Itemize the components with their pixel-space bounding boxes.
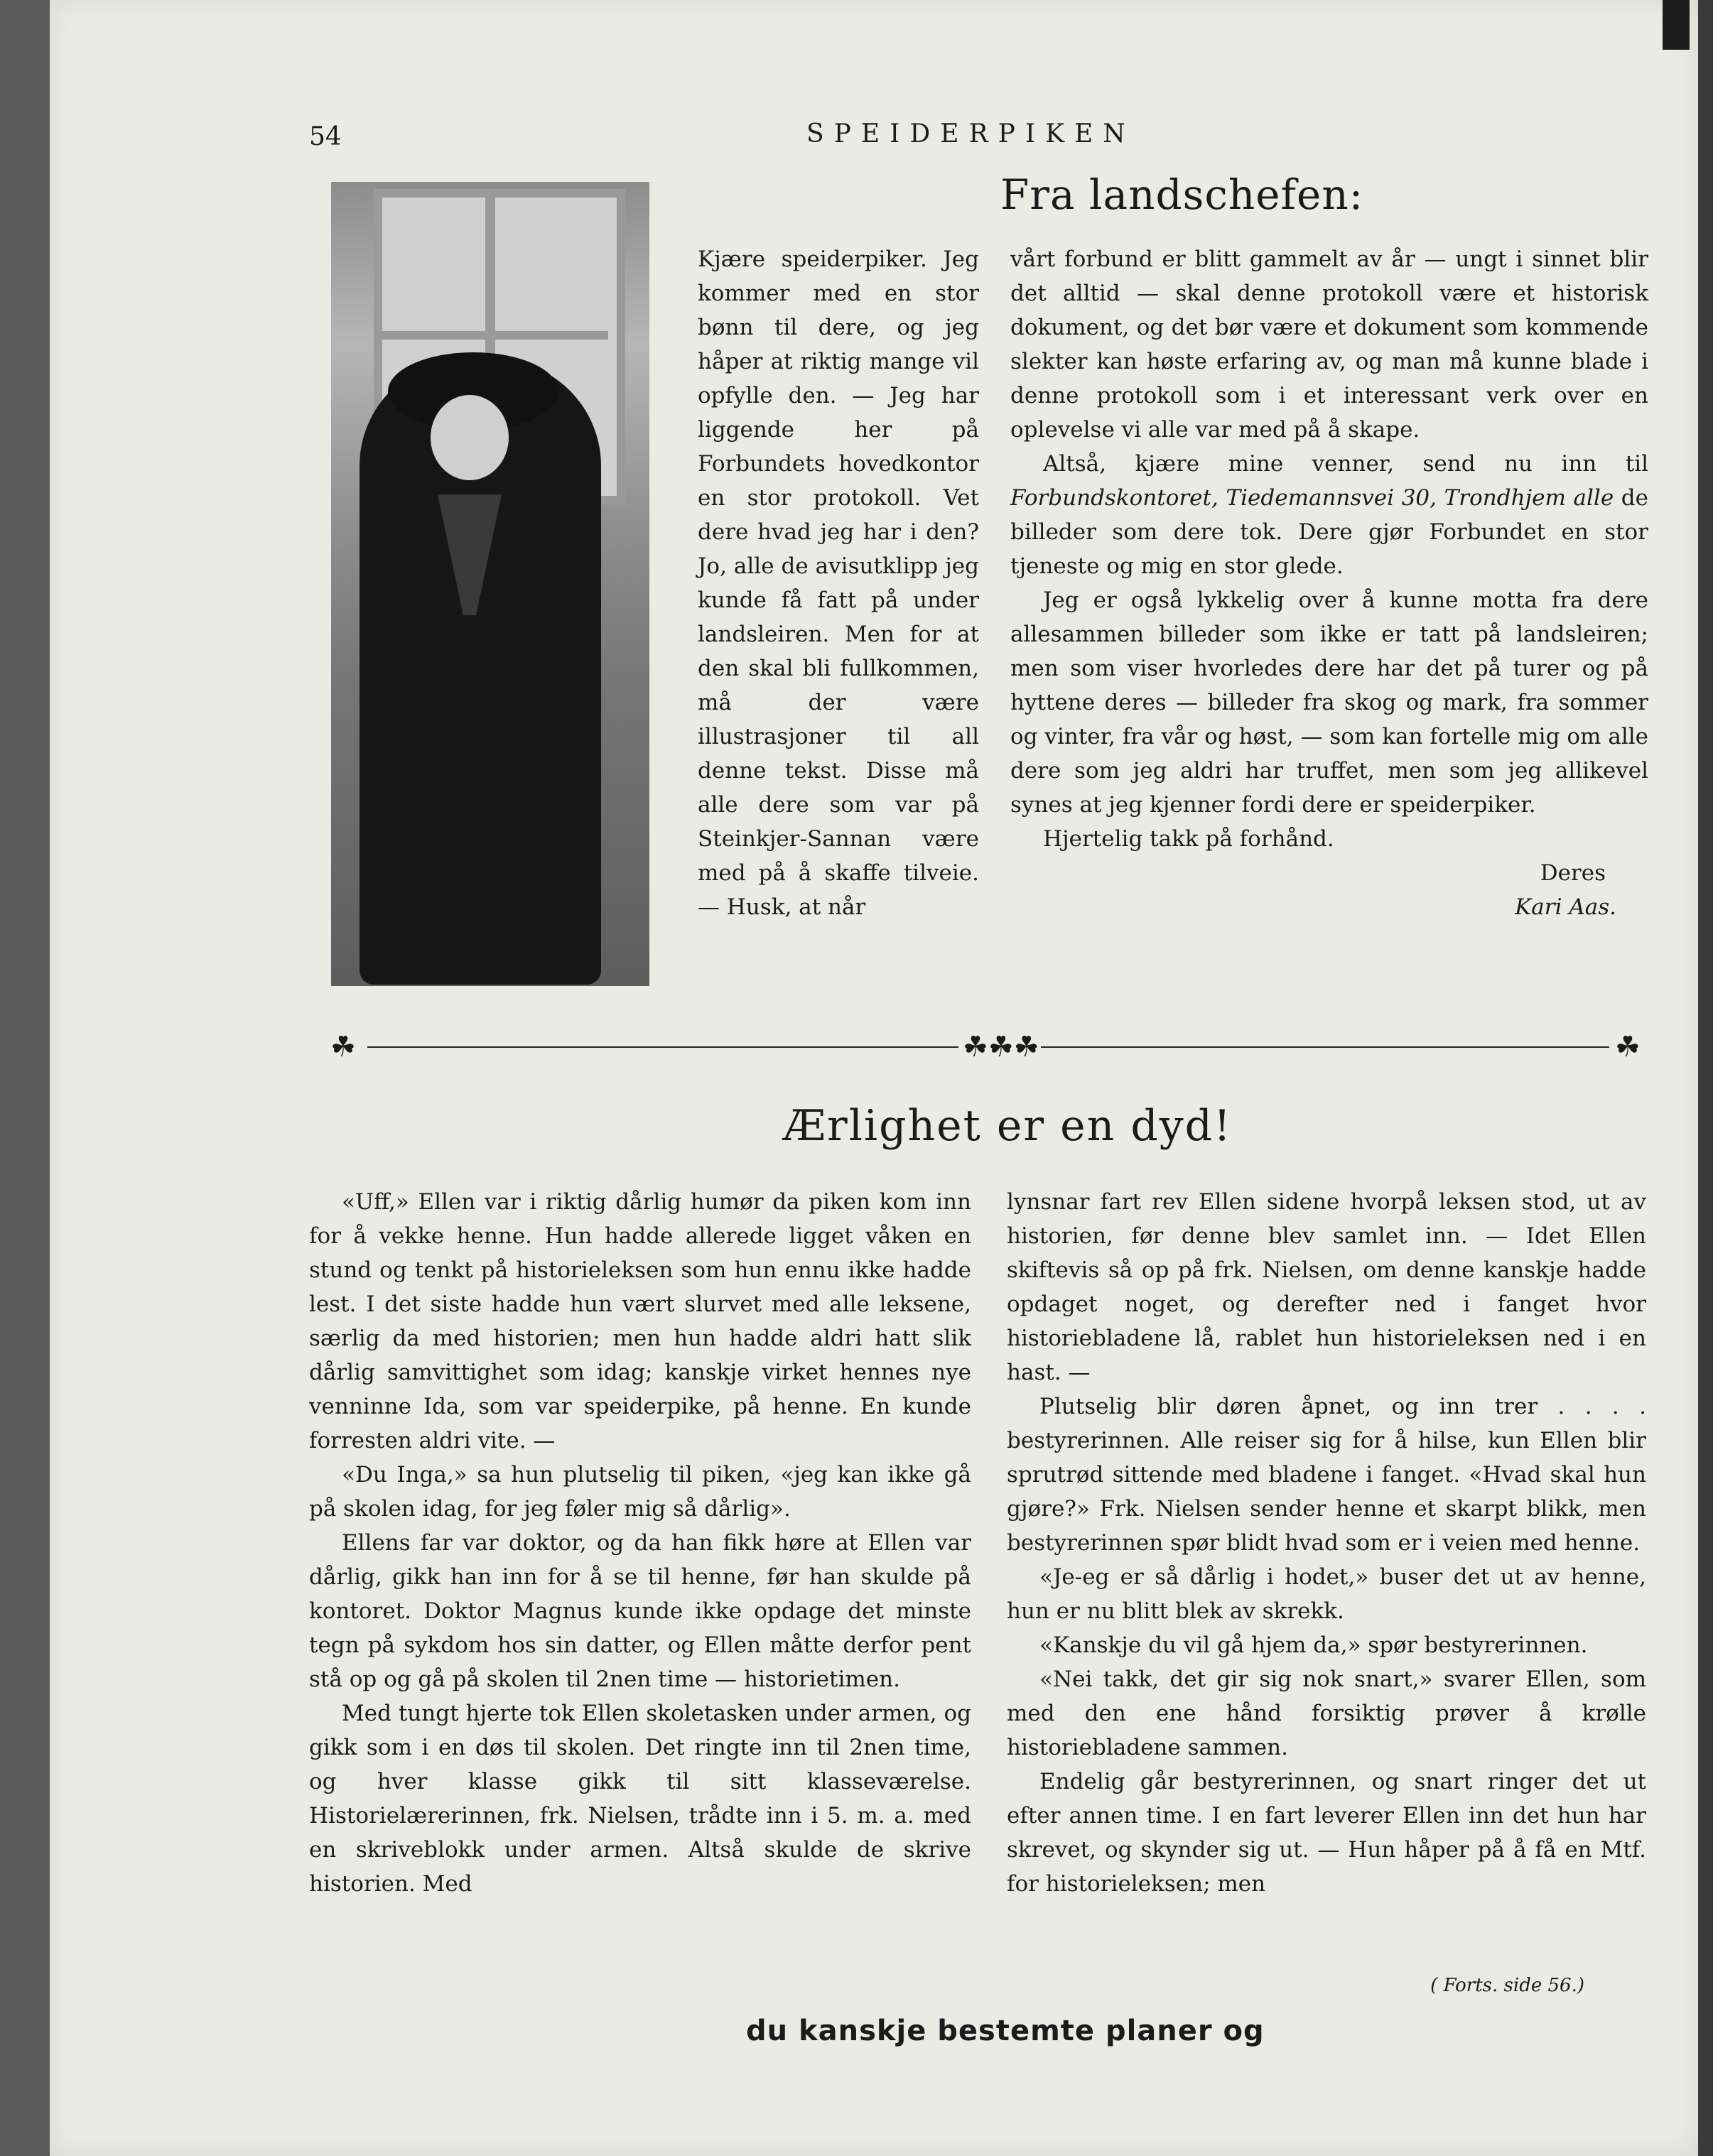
clover-icon: ☘: [1615, 1031, 1641, 1063]
closing: Deres: [1540, 860, 1606, 886]
article-column-right: [1007, 1185, 1646, 1901]
signature: Kari Aas.: [1515, 894, 1616, 920]
landschef-heading: Fra landschefen:: [1000, 170, 1364, 219]
article-paragraph: «Kanskje du vil gå hjem da,» spør bestyrerinnen.: [1039, 1632, 1588, 1658]
article-paragraph: Ellens far var doktor, og da han fikk høre at Ellen var dårlig, gikk han inn for å se til henne, før han skulde på kontoret. Doktor Magnus kunde ikke opdage det minste tegn på sykdom hos sin datter, og Ellen måtte derfor pent stå op og gå på skolen til 2nen time — historietimen.: [309, 1530, 971, 1692]
article-paragraph: «Du Inga,» sa hun plutselig til piken, «jeg kan ikke gå på skolen idag, for jeg føler mig så dårlig».: [309, 1462, 971, 1522]
landschef-col1-text: Kjære speiderpiker. Jeg kommer med en stor bønn til dere, og jeg håper at riktig mange vil opfylle den. — Jeg har liggende her på Forbundets hovedkontor en stor protokoll. Vet dere hvad jeg har i den? Jo, alle de avisutklipp jeg kunde få fatt på under landsleiren. Men for at den skal bli fullkommen, må der være illustrasjoner til all denne tekst. Disse må alle dere som var på Steinkjer-Sannan være med på å skaffe tilveie. — Husk, at når: [698, 247, 979, 920]
bleed-through-text: du kanskje bestemte planer og: [746, 2015, 1265, 2047]
tape-mark: [1663, 0, 1690, 50]
magazine-page: [50, 0, 1698, 2156]
article-column-left: [309, 1185, 971, 1901]
article-heading: Ærlighet er en dyd!: [783, 1101, 1233, 1151]
landschef-column-2: [1010, 242, 1648, 924]
page-edge: [1698, 0, 1713, 2156]
page-number: 54: [309, 122, 342, 151]
article-paragraph: lynsnar fart rev Ellen sidene hvorpå leksen stod, ut av historien, før denne blev samlet inn. — Idet Ellen skiftevis så op på frk. Nielsen, om denne kanskje hadde opdaget noget, og derefter ned i fanget hvor historiebladene lå, rablet hun historieleksen ned i en hast. —: [1007, 1189, 1646, 1385]
article-paragraph: «Nei takk, det gir sig nok snart,» svarer Ellen, som med den ene hånd forsiktig prøver å krølle historiebladene sammen.: [1007, 1667, 1646, 1760]
article-paragraph: Endelig går bestyrerinnen, og snart ringer det ut efter annen time. I en fart leverer Ellen inn det hun har skrevet, og skynder sig ut. — Hun håper på å få en Mtf. for historieleksen; men: [1007, 1769, 1646, 1897]
running-title: SPEIDERPIKEN: [806, 119, 1135, 148]
ornamental-divider: [330, 1031, 1648, 1063]
clover-icon: ☘: [330, 1031, 356, 1063]
triple-clover-icon: ☘☘☘: [963, 1031, 1039, 1063]
continued-note: ( Forts. side 56.): [1430, 1975, 1584, 1996]
landschef-para-2: Altså, kjære mine venner, send nu inn til Forbundskontoret, Tiedemannsvei 30, Trondhjem alle de billeder som dere tok. Dere gjør Forbundet en stor tjeneste og mig en stor glede.: [1010, 451, 1648, 579]
article-paragraph: Plutselig blir døren åpnet, og inn trer . . . . bestyrerinnen. Alle reiser sig for å hilse, kun Ellen blir sprutrød sittende med bladene i fanget. «Hvad skal hun gjøre?» Frk. Nielsen sender henne et skarpt blikk, men bestyrerinnen spør blidt hvad som er i veien med henne.: [1007, 1394, 1646, 1556]
landschef-para-3: Jeg er også lykkelig over å kunne motta fra dere allesammen billeder som ikke er tatt på landsleiren; men som viser hvorledes dere har det på turer og på hyttene deres — billeder fra skog og mark, fra sommer og vinter, fra vår og høst, — som kan fortelle mig om alle dere som jeg aldri har truffet, men som jeg allikevel synes at jeg kjenner fordi dere er speiderpiker.: [1010, 587, 1648, 818]
article-paragraph: «Je-eg er så dårlig i hodet,» buser det ut av henne, hun er nu blitt blek av skrekk.: [1007, 1564, 1646, 1624]
portrait-photo: [331, 182, 649, 986]
landschef-para-4: Hjertelig takk på forhånd.: [1043, 826, 1334, 852]
landschef-column-1: [698, 242, 979, 924]
article-paragraph: Med tungt hjerte tok Ellen skoletasken under armen, og gikk som i en døs til skolen. Det ringte inn til 2nen time, og hver klasse gikk til sitt klasseværelse. Historielærerinnen, frk. Nielsen, trådte inn i 5. m. a. med en skriveblokk under armen. Altså skulde de skrive historien. Med: [309, 1701, 971, 1897]
landschef-para-1: vårt forbund er blitt gammelt av år — ungt i sinnet blir det alltid — skal denne protokoll være et historisk dokument, og det bør være et dokument som kommende slekter kan høste erfaring av, og man må kunne blade i denne protokoll som i et interessant verk over en oplevelse vi alle var med på å skape.: [1010, 247, 1648, 443]
article-paragraph: «Uff,» Ellen var i riktig dårlig humør da piken kom inn for å vekke henne. Hun hadde allerede ligget våken en stund og tenkt på historieleksen som hun ennu ikke hadde lest. I det siste hadde hun vært slurvet med alle leksene, særlig da med historien; men hun hadde aldri hatt slik dårlig samvittighet som idag; kanskje virket hennes nye venninne Ida, som var speiderpike, på henne. En kunde forresten aldri vite. —: [309, 1189, 971, 1453]
